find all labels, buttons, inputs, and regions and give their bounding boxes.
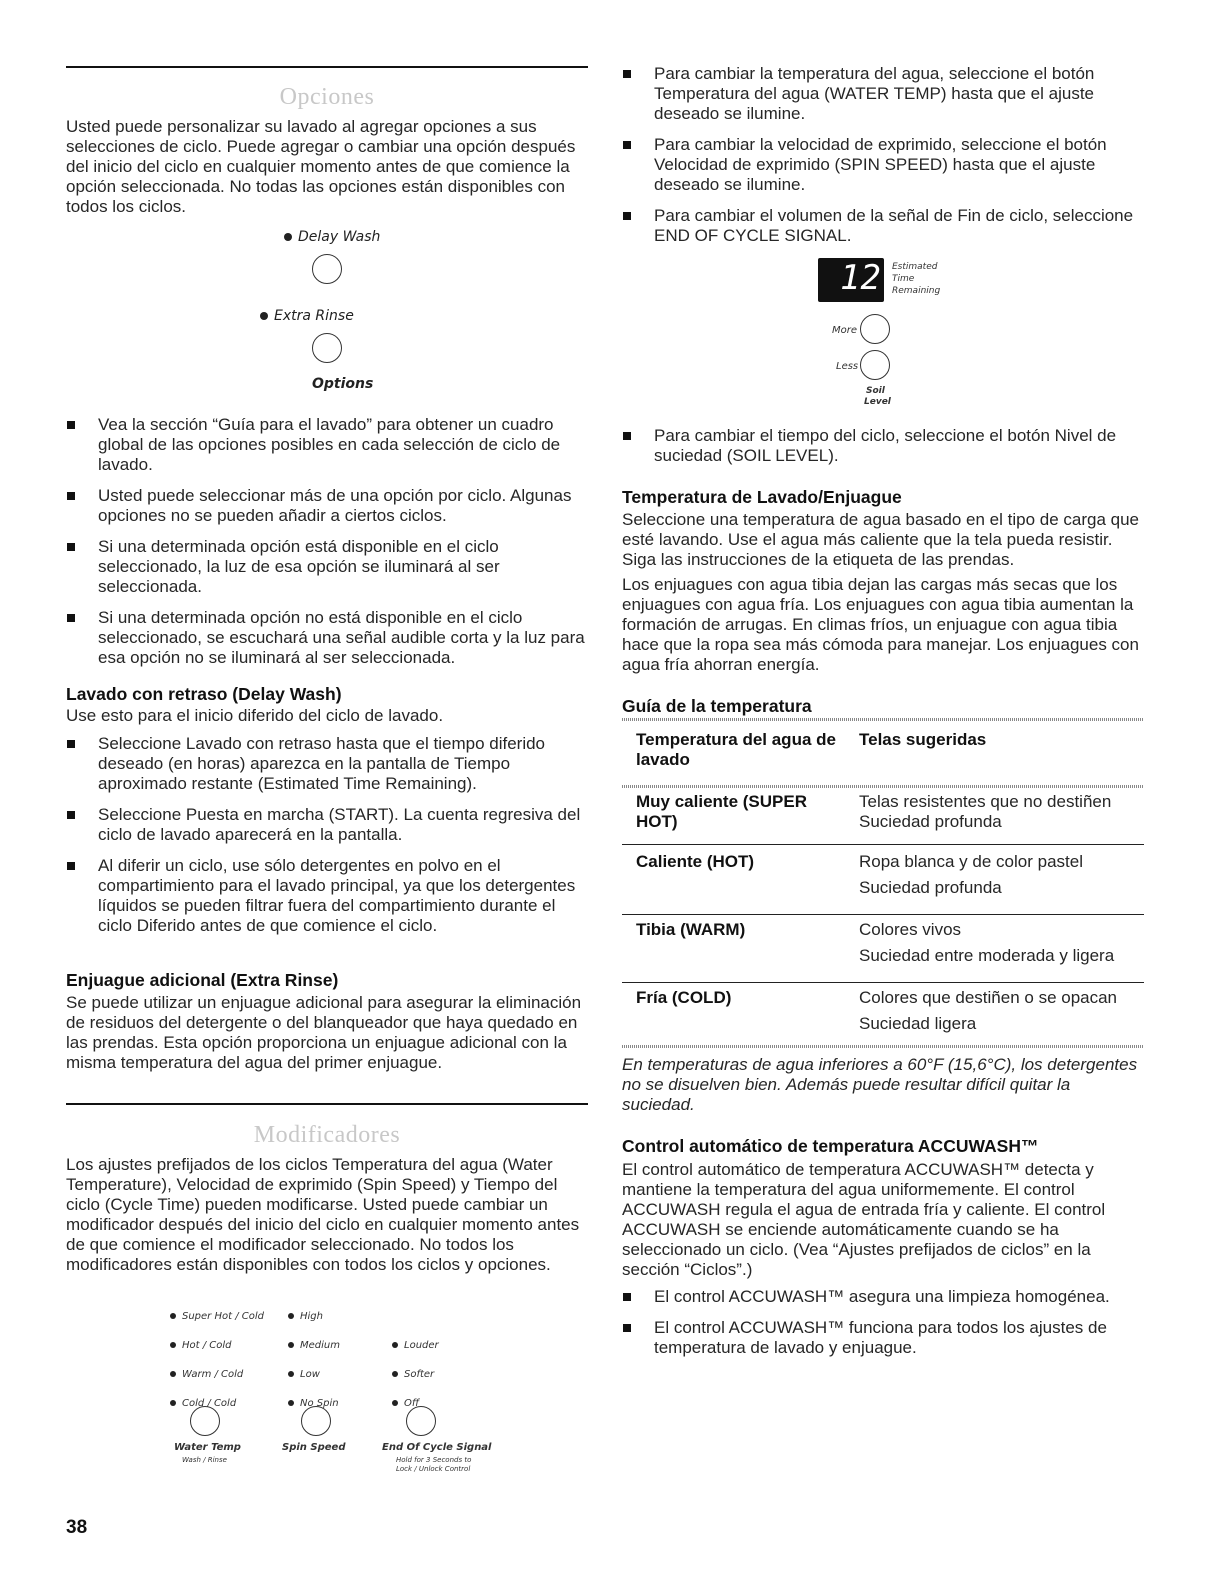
signal-label: End Of Cycle Signal — [382, 1442, 492, 1453]
accuwash-text: El control automático de temperatura ACCUWASH™ detecta y mantiene la temperatura del agua uniformemente. El control ACCUWASH regula el agua de entrada fría y caliente. El control ACCUWASH se enciende automáticamente cuando se ha seleccionado un ciclo. (Vea “Ajustes prefijados de ciclos” en la sección “Ciclos”.) — [622, 1160, 1106, 1279]
list-item: Al diferir un ciclo, use sólo detergentes en polvo en el compartimiento para el lavado principal, ya que los detergentes líquidos se pueden filtrar fuera del compartimiento durante el ciclo Diferido antes de que comience el ciclo. — [66, 856, 588, 936]
extra-rinse-button[interactable] — [312, 333, 342, 363]
rinse-text: Se puede utilizar un enjuague adicional para asegurar la eliminación de residuos del detergente o del blanqueador que haya quedado en las prendas. Esta opción proporciona un enjuague adicional con la misma temperatura del agua del primer enjuague. — [66, 993, 582, 1072]
indicator-dot-icon — [284, 233, 292, 241]
options-intro: Usted puede personalizar su lavado al agregar opciones a sus selecciones de ciclo. Puede agregar o cambiar una opción después del inicio del ciclo en cualquier momento antes de que comience la opción seleccionada. No todas las opciones están disponibles con todos los ciclos. — [66, 117, 576, 216]
options-bullets — [66, 415, 588, 679]
time-label: Time — [892, 274, 915, 284]
water-temp-sublabel: Wash / Rinse — [182, 1456, 227, 1464]
delay-bullets — [66, 734, 588, 947]
remaining-label: Remaining — [892, 286, 941, 296]
page-number: 38 — [66, 1517, 88, 1538]
table-dotted-rule — [622, 1045, 1144, 1048]
delay-wash-button[interactable] — [312, 254, 342, 284]
soil-bullets — [622, 426, 1144, 477]
options-title: Opciones — [279, 84, 375, 110]
table-cell: Caliente (HOT) — [636, 852, 755, 871]
delay-heading: Lavado con retraso (Delay Wash) — [66, 684, 342, 704]
less-button[interactable] — [860, 350, 890, 380]
row-divider — [622, 844, 1144, 845]
list-item: Para cambiar la velocidad de exprimido, seleccione el botón Velocidad de exprimido (SPIN SPEED) hasta que el ajuste deseado se ilumine. — [622, 135, 1144, 195]
modifiers-top-rule — [66, 1103, 588, 1105]
modifiers-title: Modificadores — [253, 1122, 401, 1148]
list-item: El control ACCUWASH™ funciona para todos los ajustes de temperatura de lavado y enjuague. — [622, 1318, 1144, 1358]
list-item: Si una determinada opción no está disponible en el ciclo seleccionado, se escuchará una señal audible corta y la luz para esa opción no se iluminará al ser seleccionada. — [66, 608, 588, 668]
water-temp-button[interactable] — [190, 1406, 220, 1436]
accuwash-heading: Control automático de temperatura ACCUWASH™ — [622, 1136, 1039, 1156]
list-item: El control ACCUWASH™ asegura una limpieza homogénea. — [622, 1287, 1144, 1307]
soil-label: Soil — [866, 386, 885, 396]
modifiers-intro: Los ajustes prefijados de los ciclos Temperatura del agua (Water Temperature), Velocidad de exprimido (Spin Speed) y Tiempo del ciclo (Cycle Time) pueden modificarse. Usted puede cambiar un modificador después del inicio del ciclo en cualquier momento antes de que comience el modificador seleccionado. No todos los modificadores están disponibles con todos los ciclos y opciones. — [66, 1155, 580, 1274]
row-divider — [622, 982, 1144, 983]
signal-sublabel-1: Hold for 3 Seconds to — [396, 1456, 472, 1464]
temperature-table — [636, 730, 1144, 1040]
modifiers-panel — [170, 1302, 510, 1482]
table-cell: Muy caliente (SUPER HOT) — [636, 792, 807, 831]
table-cell: Telas resistentes que no destiñen Suciedad profunda — [859, 792, 1112, 831]
water-temp-options: Super Hot / Cold Hot / Cold Warm / Cold Cold / Cold — [170, 1302, 290, 1418]
list-item: Usted puede seleccionar más de una opción por ciclo. Algunas opciones no se pueden añadir a ciertos ciclos. — [66, 486, 588, 526]
signal-sublabel-2: Lock / Unlock Control — [396, 1465, 471, 1473]
delay-intro: Use esto para el inicio diferido del ciclo de lavado. — [66, 706, 444, 725]
table-dotted-rule — [622, 718, 1144, 721]
options-top-rule — [66, 66, 588, 68]
soil-level-panel — [810, 254, 990, 414]
table-cell: Fría (COLD) — [636, 988, 732, 1007]
list-item: Si una determinada opción está disponible en el ciclo seleccionado, la luz de esa opción se iluminará al ser seleccionada. — [66, 537, 588, 597]
level-label: Level — [864, 397, 891, 407]
indicator-dot-icon — [260, 312, 268, 320]
time-display-digits: 12 — [840, 258, 881, 298]
spin-speed-options: High Medium Low No Spin — [288, 1302, 378, 1418]
more-label: More — [832, 325, 858, 336]
row-divider — [622, 914, 1144, 915]
options-panel — [230, 226, 430, 396]
temperature-note: En temperaturas de agua inferiores a 60°F (15,6°C), los detergentes no se disuelven bien. Además puede resultar difícil quitar la suciedad. — [622, 1055, 1138, 1114]
water-temp-label: Water Temp — [174, 1442, 241, 1453]
spin-speed-button[interactable] — [301, 1406, 331, 1436]
less-label: Less — [836, 361, 859, 372]
temp-p1: Seleccione una temperatura de agua basado en el tipo de carga que esté lavando. Use el agua más caliente que la tela pueda resistir. Siga las instrucciones de la etiqueta de las prendas. — [622, 510, 1139, 569]
delay-wash-label: Delay Wash — [284, 229, 380, 245]
end-of-cycle-signal-button[interactable] — [406, 1406, 436, 1436]
column-header: Telas sugeridas — [859, 730, 987, 749]
estimated-label: Estimated — [892, 262, 938, 272]
table-dotted-rule — [622, 785, 1144, 788]
modifier-bullets — [622, 64, 1144, 257]
temp-p2: Los enjuagues con agua tibia dejan las cargas más secas que los enjuagues con agua fría. Los enjuagues con agua tibia aumentan la formación de arrugas. En climas fríos, un enjuague con agua tibia hace que la ropa sea más cómoda para manejar. Los enjuagues con agua fría ahorran energía. — [622, 575, 1139, 674]
guide-heading: Guía de la temperatura — [622, 696, 812, 716]
more-button[interactable] — [860, 314, 890, 344]
table-cell: Colores vivos Suciedad entre moderada y ligera — [859, 920, 1115, 965]
extra-rinse-label: Extra Rinse — [260, 308, 354, 324]
table-cell: Colores que destiñen o se opacan Suciedad ligera — [859, 988, 1118, 1033]
options-panel-label: Options — [312, 376, 374, 392]
list-item: Para cambiar el tiempo del ciclo, seleccione el botón Nivel de suciedad (SOIL LEVEL). — [622, 426, 1144, 466]
table-cell: Tibia (WARM) — [636, 920, 746, 939]
list-item: Vea la sección “Guía para el lavado” para obtener un cuadro global de las opciones posibles en cada selección de ciclo de lavado. — [66, 415, 588, 475]
spin-speed-label: Spin Speed — [282, 1442, 346, 1453]
table-cell: Ropa blanca y de color pastel Suciedad profunda — [859, 852, 1083, 897]
temp-heading: Temperatura de Lavado/Enjuague — [622, 487, 902, 507]
list-item: Seleccione Lavado con retraso hasta que el tiempo diferido deseado (en horas) aparezca en la pantalla de Tiempo aproximado restante (Estimated Time Remaining). — [66, 734, 588, 794]
list-item: Para cambiar el volumen de la señal de Fin de ciclo, seleccione END OF CYCLE SIGNAL. — [622, 206, 1144, 246]
column-header: Temperatura del agua de lavado — [636, 730, 836, 769]
rinse-heading: Enjuague adicional (Extra Rinse) — [66, 970, 339, 990]
accuwash-bullets — [622, 1287, 1144, 1369]
list-item: Seleccione Puesta en marcha (START). La cuenta regresiva del ciclo de lavado aparecerá en la pantalla. — [66, 805, 588, 845]
list-item: Para cambiar la temperatura del agua, seleccione el botón Temperatura del agua (WATER TEMP) hasta que el ajuste deseado se ilumine. — [622, 64, 1144, 124]
signal-options: Louder Softer Off — [392, 1331, 482, 1418]
